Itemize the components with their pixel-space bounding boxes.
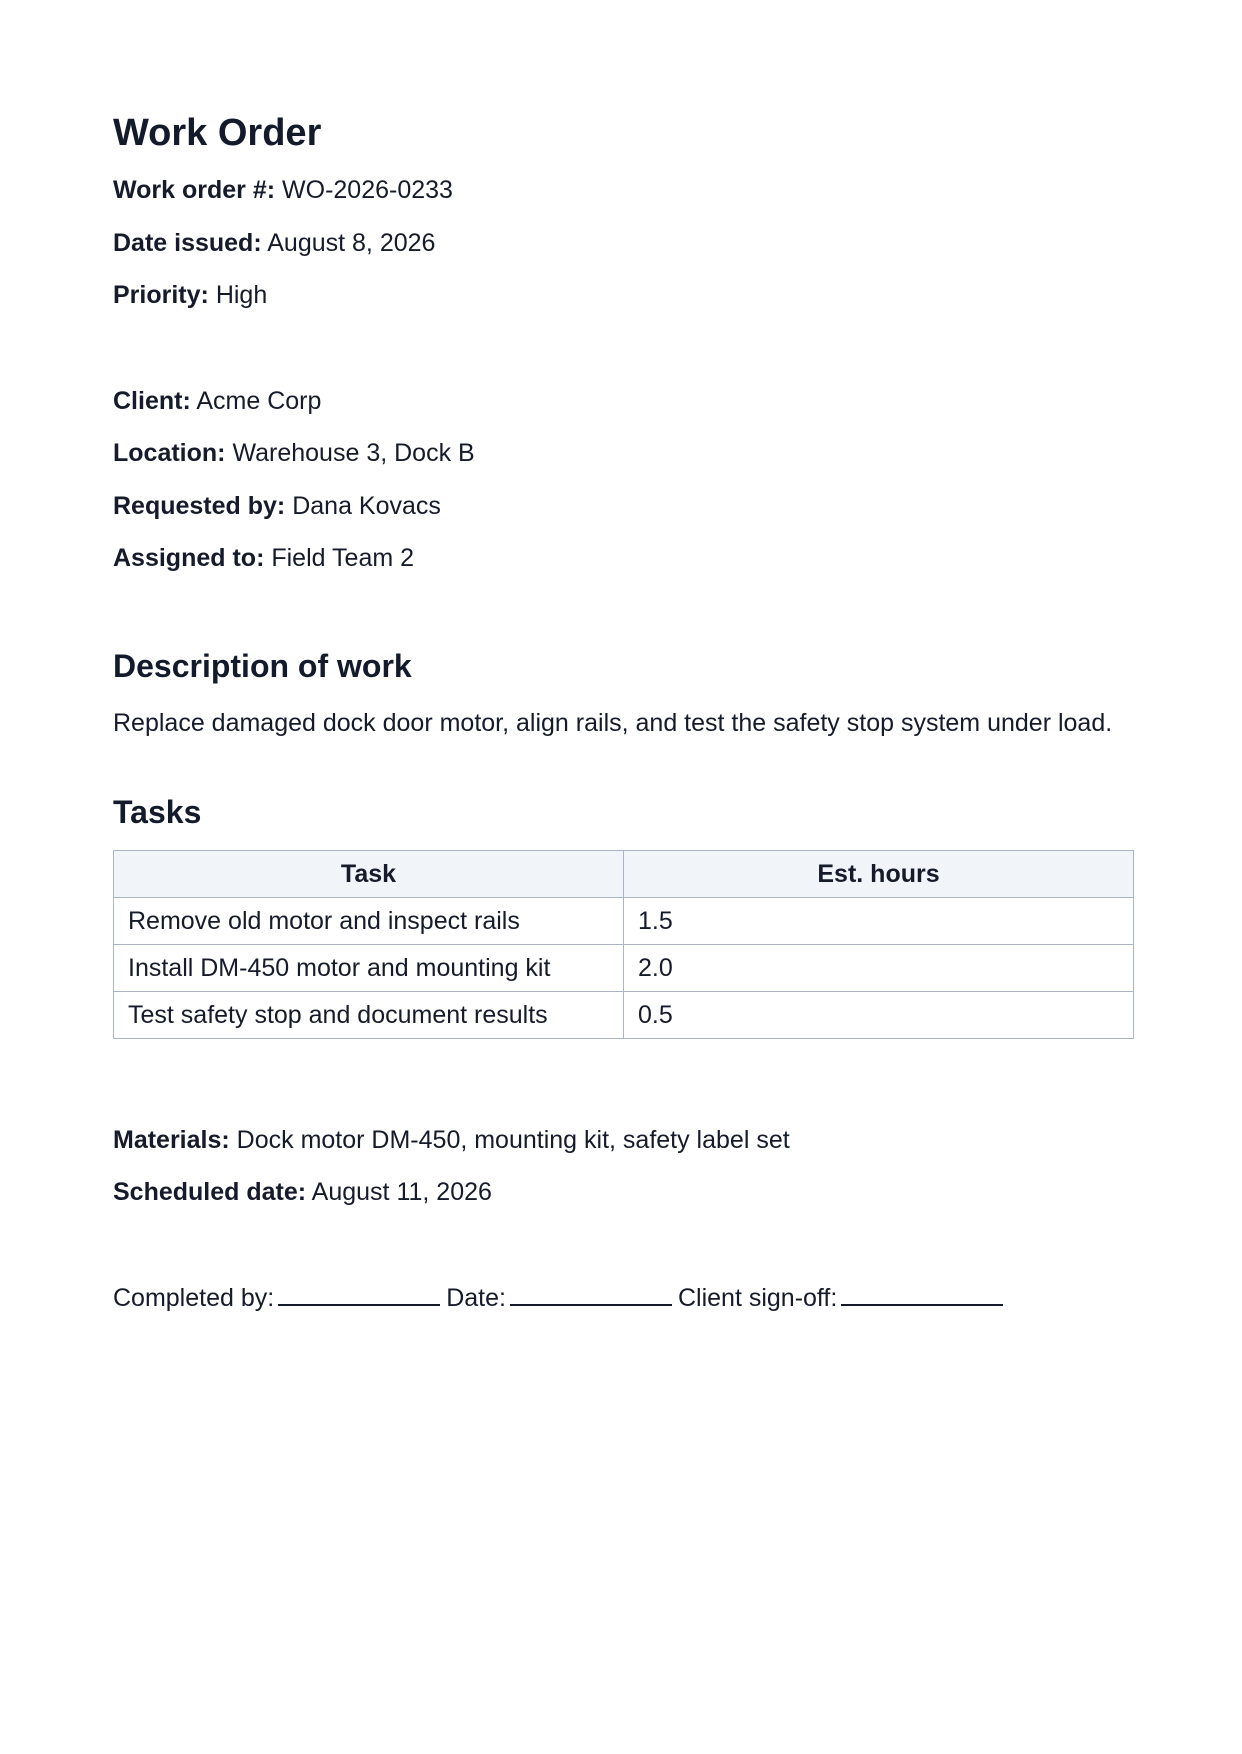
field-label: Date issued:	[113, 229, 262, 257]
date-signature-line[interactable]	[510, 1280, 672, 1306]
field-value: High	[215, 281, 268, 309]
description-heading: Description of work	[113, 648, 412, 684]
field-value: Field Team 2	[271, 544, 415, 572]
tasks-table	[113, 850, 1134, 1039]
field-label: Assigned to:	[113, 544, 265, 572]
table-row	[114, 992, 1134, 1039]
materials-field	[113, 1124, 790, 1156]
table-header-row	[114, 851, 1134, 898]
date-issued-field	[113, 227, 435, 259]
field-label: Location:	[113, 439, 226, 467]
field-value: WO-2026-0233	[282, 176, 453, 204]
task-cell: Install DM-450 motor and mounting kit	[114, 945, 624, 992]
client-signoff-label: Client sign-off:	[677, 1284, 838, 1312]
field-value: August 11, 2026	[311, 1178, 492, 1206]
scheduled-date-field	[113, 1176, 492, 1208]
hours-cell: 1.5	[624, 898, 1134, 945]
field-value: Dock motor DM-450, mounting kit, safety label set	[236, 1126, 790, 1154]
field-label: Scheduled date:	[113, 1178, 307, 1206]
completed-by-signature-line[interactable]	[278, 1280, 440, 1306]
hours-cell: 0.5	[624, 992, 1134, 1039]
page-title: Work Order	[113, 112, 322, 154]
location-field	[113, 437, 475, 469]
field-label: Materials:	[113, 1126, 230, 1154]
table-row	[114, 945, 1134, 992]
task-cell: Test safety stop and document results	[114, 992, 624, 1039]
field-value: Acme Corp	[196, 387, 322, 415]
field-value: Warehouse 3, Dock B	[232, 439, 475, 467]
description-text: Replace damaged dock door motor, align rails, and test the safety stop system under load.	[113, 709, 1113, 737]
date-label: Date:	[446, 1284, 506, 1312]
completed-by-label: Completed by:	[113, 1284, 275, 1312]
column-header-task: Task	[114, 851, 624, 898]
table-row	[114, 898, 1134, 945]
tasks-heading: Tasks	[113, 794, 202, 830]
client-field	[113, 385, 321, 417]
field-label: Requested by:	[113, 492, 286, 520]
field-label: Work order #:	[113, 176, 276, 204]
field-value: August 8, 2026	[267, 229, 436, 257]
assigned-to-field	[113, 542, 414, 574]
field-label: Priority:	[113, 281, 209, 309]
column-header-est-hours: Est. hours	[624, 851, 1134, 898]
requested-by-field	[113, 490, 441, 522]
field-label: Client:	[113, 387, 191, 415]
task-cell: Remove old motor and inspect rails	[114, 898, 624, 945]
work-order-number-field	[113, 174, 453, 206]
hours-cell: 2.0	[624, 945, 1134, 992]
signoff-line	[113, 1280, 1009, 1314]
field-value: Dana Kovacs	[292, 492, 441, 520]
priority-field	[113, 279, 267, 311]
client-signoff-signature-line[interactable]	[841, 1280, 1003, 1306]
